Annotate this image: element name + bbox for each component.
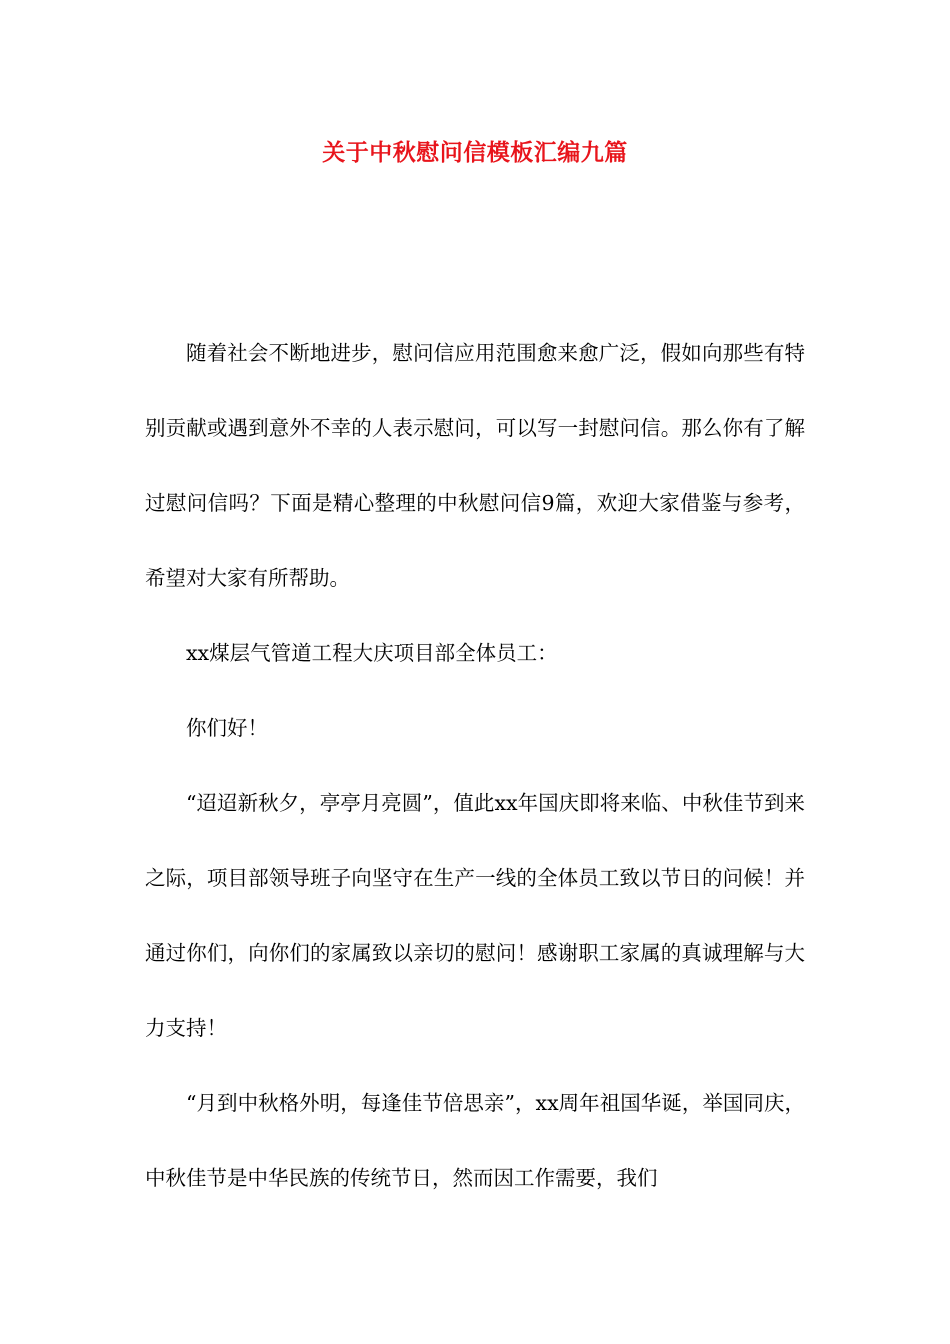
- letter-paragraph: “月到中秋格外明，每逢佳节倍思亲”，xx周年祖国华诞，举国同庆，中秋佳节是中华民族的传统节日，然而因工作需要，我们: [145, 1091, 805, 1190]
- document-title: 关于中秋慰问信模板汇编九篇: [322, 140, 628, 166]
- letter-greeting: 你们好！: [186, 716, 268, 740]
- document-body: [145, 316, 805, 1216]
- intro-paragraph: 随着社会不断地进步，慰问信应用范围愈来愈广泛，假如向那些有特别贡献或遇到意外不幸的人表示慰问，可以写一封慰问信。那么你有了解过慰问信吗？下面是精心整理的中秋慰问信9篇，欢迎大家借鉴与参考，希望对大家有所帮助。: [145, 341, 805, 590]
- letter-salutation: xx煤层气管道工程大庆项目部全体员工：: [186, 641, 558, 665]
- letter-paragraph: “迢迢新秋夕，亭亭月亮圆”，值此xx年国庆即将来临、中秋佳节到来之际，项目部领导班子向坚守在生产一线的全体员工致以节日的问候！并通过你们，向你们的家属致以亲切的慰问！感谢职工家属的真诚理解与大力支持！: [145, 791, 805, 1040]
